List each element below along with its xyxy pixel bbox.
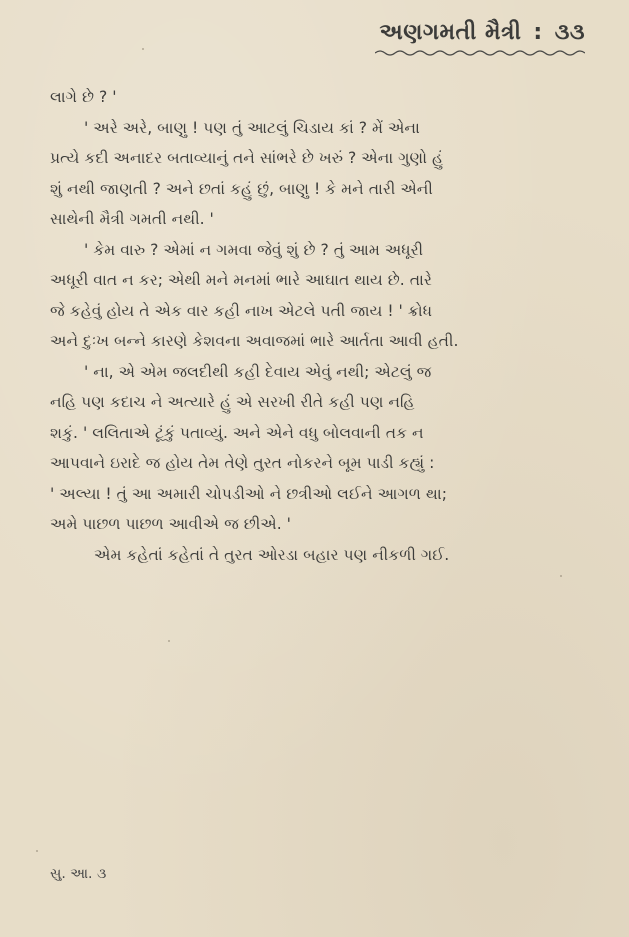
header-separator: : — [533, 20, 543, 45]
text-line: લાગે છે ? ' — [50, 88, 117, 106]
text-line: ' અલ્યા ! તું આ અમારી ચોપડીઓ ને છત્રીઓ લઈને આગળ થા; — [50, 484, 447, 503]
text-line: શું નથી જાણતી ? અને છતાં કહું છું, બાણુ ! કે મને તારી એની — [50, 179, 433, 198]
text-line: ' ના, એ એમ જલદીથી કહી દેવાય એવું નથી; એટલું જ — [84, 362, 432, 381]
paper-speck — [142, 48, 144, 50]
running-header — [375, 20, 585, 57]
decorative-wavy-rule — [375, 49, 585, 57]
text-line: ' કેમ વારુ ? એમાં ન ગમવા જેવું શું છે ? તું આમ અધૂરી — [84, 240, 424, 259]
text-line: જે કહેવું હોય તે એક વાર કહી નાખ એટલે પતી જાય ! ' ક્રોધ — [50, 301, 433, 320]
text-line: ' અરે અરે, બાણુ ! પણ તું આટલું ચિડાય કાં ? મેં એના — [84, 118, 420, 137]
signature-mark: સુ. આ. ૩ — [50, 866, 107, 882]
page-number: ૩૩ — [554, 20, 585, 45]
paper-speck — [560, 575, 562, 577]
paper-speck — [168, 640, 170, 642]
text-line: નહિ પણ કદાચ ને અત્યારે હું એ સરખી રીતે કહી પણ નહિ — [50, 393, 415, 411]
running-head-line — [379, 20, 585, 45]
paper-speck — [36, 850, 38, 852]
text-line: અધૂરી વાત ન કર; એથી મને મનમાં ભારે આઘાત થાય છે. તારે — [50, 271, 432, 289]
text-line: શકું. ' લલિતાએ ટૂંકું પતાવ્યું. અને એને વધુ બોલવાની તક ન — [50, 423, 424, 442]
text-line: અમે પાછળ પાછળ આવીએ જ છીએ. ' — [50, 515, 291, 533]
text-line: અને દુઃખ બન્ને કારણે કેશવના અવાજમાં ભારે આર્તતા આવી હતી. — [50, 332, 459, 350]
text-line: પ્રત્યે કદી અનાદર બતાવ્યાનું તને સાંભરે છે ખરું ? એના ગુણો હું — [50, 149, 444, 167]
text-line: સાથેની મૈત્રી ગમતી નથી. ' — [50, 210, 214, 228]
text-line: એમ કહેતાં કહેતાં તે તુરત ઓરડા બહાર પણ નીકળી ગઈ. — [94, 545, 450, 564]
body-text — [50, 82, 574, 570]
book-title: અણગમતી મૈત્રી — [379, 20, 522, 45]
text-line: આપવાને ઇરાદે જ હોય તેમ તેણે તુરત નોકરને બૂમ પાડી કહ્યું : — [50, 454, 435, 472]
